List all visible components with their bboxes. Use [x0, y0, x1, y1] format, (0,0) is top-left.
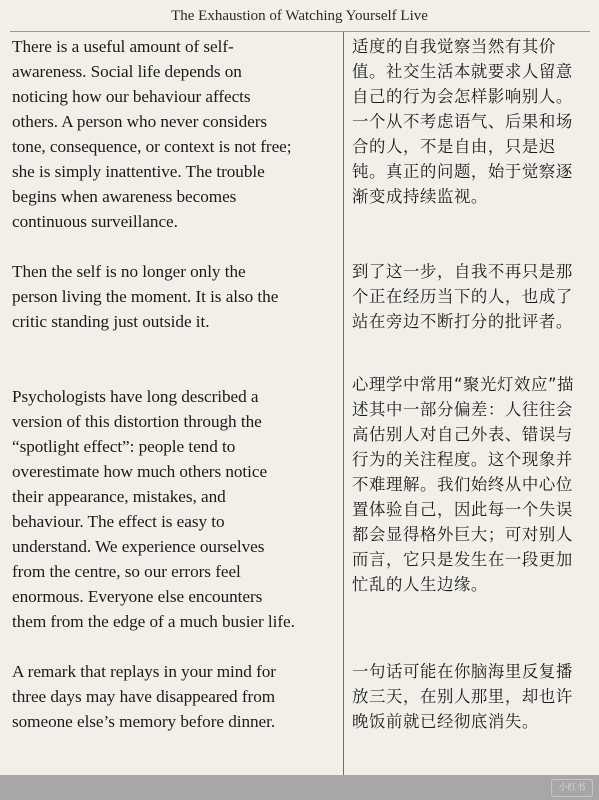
text-line: 不难理解。我们始终从中心位	[352, 475, 573, 494]
text-line: 一个从不考虑语气、后果和场	[352, 112, 573, 131]
text-line: 到了这一步，自我不再只是那	[352, 262, 573, 281]
text-line: 都会显得格外巨大；可对别人	[352, 525, 573, 544]
text-line: she is simply inattentive. The trouble	[12, 162, 265, 181]
text-line: 站在旁边不断打分的批评者。	[352, 312, 573, 331]
text-line: 述其中一部分偏差：人往往会	[352, 400, 573, 419]
text-line: behaviour. The effect is easy to	[12, 512, 225, 531]
text-line: 自己的行为会怎样影响别人。	[352, 87, 573, 106]
text-line: enormous. Everyone else encounters	[12, 587, 263, 606]
text-line: 一句话可能在你脑海里反复播	[352, 662, 573, 681]
english-paragraph-3	[12, 384, 340, 634]
text-line: 适度的自我觉察当然有其价	[352, 37, 556, 56]
text-line: from the centre, so our errors feel	[12, 562, 241, 581]
text-line: understand. We experience ourselves	[12, 537, 265, 556]
text-line: their appearance, mistakes, and	[12, 487, 226, 506]
chinese-paragraph-4	[352, 659, 592, 734]
text-line: them from the edge of a much busier life.	[12, 612, 295, 631]
chinese-paragraph-2	[352, 259, 592, 334]
text-line: 渐变成持续监视。	[352, 187, 488, 206]
text-line: 行为的关注程度。这个现象并	[352, 450, 573, 469]
text-line: 个正在经历当下的人，也成了	[352, 287, 573, 306]
text-line: overestimate how much others notice	[12, 462, 268, 481]
text-line: Then the self is no longer only the	[12, 262, 246, 281]
text-line: begins when awareness becomes	[12, 187, 237, 206]
text-line: 高估别人对自己外表、错误与	[352, 425, 573, 444]
text-line: 钝。真正的问题，始于觉察逐	[352, 162, 573, 181]
header-rule	[10, 31, 590, 32]
text-line: 心理学中常用“聚光灯效应”描	[352, 375, 575, 394]
page-title: The Exhaustion of Watching Yourself Live	[171, 8, 428, 24]
text-line: 置体验自己，因此每一个失误	[352, 500, 573, 519]
english-paragraph-1	[12, 34, 340, 234]
text-line: awareness. Social life depends on	[12, 62, 242, 81]
text-line: continuous surveillance.	[12, 212, 178, 231]
text-line: A remark that replays in your mind for	[12, 662, 276, 681]
english-paragraph-4	[12, 659, 340, 734]
text-line: three days may have disappeared from	[12, 687, 276, 706]
text-line: version of this distortion through the	[12, 412, 262, 431]
text-line: 而言，它只是发生在一段更加	[352, 550, 573, 569]
text-line: others. A person who never considers	[12, 112, 268, 131]
text-line: 忙乱的人生边缘。	[352, 575, 488, 594]
text-line: noticing how our behaviour affects	[12, 87, 251, 106]
english-paragraph-2	[12, 259, 340, 334]
watermark-logo: 小红书	[551, 779, 593, 797]
column-divider	[343, 32, 344, 775]
text-line: There is a useful amount of self-	[12, 37, 234, 56]
text-line: person living the moment. It is also the	[12, 287, 279, 306]
text-line: 晚饭前就已经彻底消失。	[352, 712, 539, 731]
text-line: Psychologists have long described a	[12, 387, 259, 406]
text-line: someone else’s memory before dinner.	[12, 712, 276, 731]
text-line: 放三天，在别人那里，却也许	[352, 687, 573, 706]
chinese-paragraph-1	[352, 34, 592, 209]
text-line: 值。社交生活本就要求人留意	[352, 62, 573, 81]
text-line: 合的人，不是自由，只是迟	[352, 137, 556, 156]
bottom-bar	[0, 775, 599, 800]
text-line: “spotlight effect”: people tend to	[12, 437, 236, 456]
text-line: critic standing just outside it.	[12, 312, 210, 331]
text-line: tone, consequence, or context is not free;	[12, 137, 292, 156]
chinese-paragraph-3	[352, 372, 592, 597]
